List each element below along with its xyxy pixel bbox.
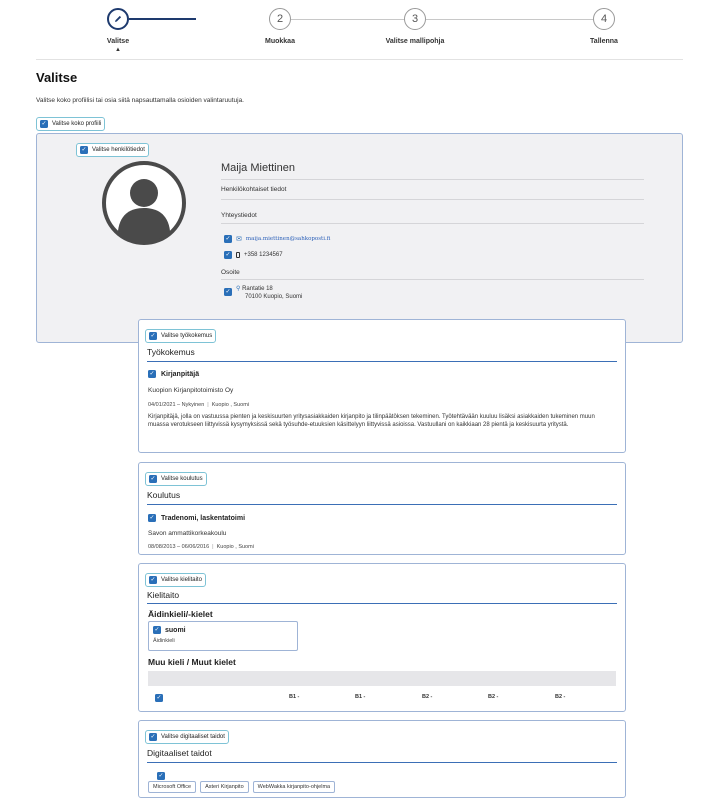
native-language-name: suomi <box>165 626 186 634</box>
skill-tag: WebWakka kirjanpito-ohjelma <box>253 781 335 793</box>
step-number: 3 <box>411 13 419 25</box>
language-card <box>138 563 626 712</box>
degree-item <box>148 514 245 522</box>
skill-tag: Microsoft Office <box>148 781 196 793</box>
employer: Kuopion Kirjanpitotoimisto Oy <box>148 387 234 394</box>
step-1-circle[interactable] <box>107 8 129 30</box>
divider <box>221 279 644 280</box>
personal-details-heading: Henkilökohtaiset tiedot <box>221 186 287 193</box>
checkbox-checked-icon[interactable]: ✓ <box>150 734 156 740</box>
intro-text: Valitse koko profiilisi tai osia siitä napsauttamalla osioiden valintaruutuja. <box>36 97 244 104</box>
education-dates: 08/08/2013 – 06/06/2016 <box>148 544 210 550</box>
skill-tags <box>148 781 339 793</box>
select-work-label: Valitse työkokemus <box>161 333 213 339</box>
step-number: 4 <box>600 13 608 25</box>
select-all-checkbox[interactable] <box>36 117 105 131</box>
phone-icon <box>236 252 240 258</box>
avatar-icon <box>102 161 186 245</box>
step-number: 2 <box>276 13 284 25</box>
address-city: 70100 Kuopio, Suomi <box>245 294 303 300</box>
location-pin-icon: ⚲ <box>236 286 241 292</box>
work-experience-card <box>138 319 626 453</box>
stepper-line <box>426 19 593 20</box>
native-language-checkbox[interactable]: ✓ <box>154 627 160 633</box>
email-row <box>224 235 330 243</box>
phone-checkbox[interactable]: ✓ <box>225 252 231 258</box>
progress-stepper <box>0 0 720 60</box>
digital-skills-card <box>138 720 626 798</box>
work-heading: Työkokemus <box>147 347 195 357</box>
job-description: Kirjanpitäjä, jolla on vastuussa pienten ja keskisuurten yritysasiakkaiden kirjanpito ja tilinpäätöksen tekeminen. Työtehtävään kuuluu lisäksi asiakkaiden tukeminen muun muassa verotukseen liittyvissä kysymyksissä sekä työsuhde-etuuksien käsittelyyn liittyvissä asioissa. Vastuullani on kaikkiaan 28 pientä ja keskisuurta yritystä. <box>148 414 595 428</box>
education-card <box>138 462 626 555</box>
language-level: B2 - <box>422 694 433 700</box>
address-checkbox[interactable]: ✓ <box>225 289 231 295</box>
select-education-checkbox[interactable] <box>145 472 207 486</box>
job-dates: 04/01/2021 – Nykyinen <box>148 402 205 408</box>
section-rule <box>147 504 617 505</box>
digital-heading: Digitaaliset taidot <box>147 748 212 758</box>
envelope-icon: ✉ <box>236 236 242 243</box>
job-location: Kuopio , Suomi <box>211 402 250 408</box>
checkbox-checked-icon[interactable]: ✓ <box>150 333 156 339</box>
skill-tag: Asteri Kirjanpito <box>200 781 249 793</box>
language-level: B2 - <box>555 694 566 700</box>
email-link[interactable]: maija.miettinen@sahkoposti.fi <box>245 236 331 242</box>
language-heading: Kielitaito <box>147 590 180 600</box>
divider <box>221 223 644 224</box>
native-language-sub: Äidinkieli <box>153 638 175 644</box>
address-row <box>224 285 302 300</box>
checkbox-checked-icon[interactable]: ✓ <box>150 476 156 482</box>
address-heading: Osoite <box>221 269 240 276</box>
select-language-label: Valitse kielitaito <box>161 577 202 583</box>
job-meta: 04/01/2021 – Nykyinen | Kuopio , Suomi <box>148 402 250 408</box>
education-meta: 08/08/2013 – 06/06/2016 | Kuopio , Suomi <box>148 544 254 550</box>
native-language-box <box>148 621 298 651</box>
stepper-line-completed <box>129 18 196 20</box>
address-street: Rantatie 18 <box>242 286 273 292</box>
section-rule <box>147 762 617 763</box>
select-digital-checkbox[interactable] <box>145 730 229 744</box>
phone-row <box>224 251 283 259</box>
select-education-label: Valitse koulutus <box>161 476 203 482</box>
other-languages-heading: Muu kieli / Muut kielet <box>148 657 236 667</box>
language-row <box>148 692 616 706</box>
language-level: B1 - <box>289 694 300 700</box>
divider <box>221 199 644 200</box>
job-checkbox[interactable]: ✓ <box>149 371 155 377</box>
language-table-header <box>148 671 616 686</box>
job-title: Kirjanpitäjä <box>161 370 200 378</box>
stepper-line <box>291 19 404 20</box>
select-work-checkbox[interactable] <box>145 329 216 343</box>
checkbox-checked-icon[interactable]: ✓ <box>150 577 156 583</box>
active-step-marker: ▲ <box>115 47 121 53</box>
select-all-label: Valitse koko profiili <box>52 121 102 127</box>
page-title: Valitse <box>36 70 78 85</box>
language-row-checkbox[interactable]: ✓ <box>156 695 162 701</box>
section-rule <box>147 361 617 362</box>
step-4-circle[interactable] <box>593 8 615 30</box>
language-level: B1 - <box>355 694 366 700</box>
job-item <box>148 370 199 378</box>
section-rule <box>147 603 617 604</box>
contact-heading: Yhteystiedot <box>221 212 257 219</box>
step-2-label: Muokkaa <box>265 38 295 45</box>
native-language-item <box>153 626 186 634</box>
header-divider <box>36 59 683 60</box>
pencil-icon <box>113 14 123 24</box>
native-language-heading: Äidinkieli/-kielet <box>148 609 213 619</box>
select-language-checkbox[interactable] <box>145 573 206 587</box>
school-name: Savon ammattikorkeakoulu <box>148 530 227 537</box>
step-2-circle[interactable] <box>269 8 291 30</box>
checkbox-checked-icon[interactable]: ✓ <box>81 147 87 153</box>
digital-skills-checkbox[interactable]: ✓ <box>158 773 164 779</box>
education-location: Kuopio , Suomi <box>216 544 254 550</box>
education-heading: Koulutus <box>147 490 181 500</box>
step-1-label: Valitse <box>106 38 130 45</box>
degree-checkbox[interactable]: ✓ <box>149 515 155 521</box>
email-checkbox[interactable]: ✓ <box>225 236 231 242</box>
person-name: Maija Miettinen <box>221 162 295 174</box>
language-level: B2 - <box>488 694 499 700</box>
phone-number: +358 1234567 <box>244 252 283 258</box>
select-digital-label: Valitse digitaaliset taidot <box>161 734 225 740</box>
address-block <box>236 285 302 300</box>
step-3-label: Valitse mallipohja <box>385 38 445 45</box>
checkbox-checked-icon[interactable]: ✓ <box>41 121 47 127</box>
select-personal-checkbox[interactable] <box>76 143 149 157</box>
step-3-circle[interactable] <box>404 8 426 30</box>
select-personal-label: Valitse henkilötiedot <box>92 147 145 153</box>
step-4-label: Tallenna <box>590 38 618 45</box>
divider <box>221 179 644 180</box>
degree-title: Tradenomi, laskentatoimi <box>161 514 246 522</box>
